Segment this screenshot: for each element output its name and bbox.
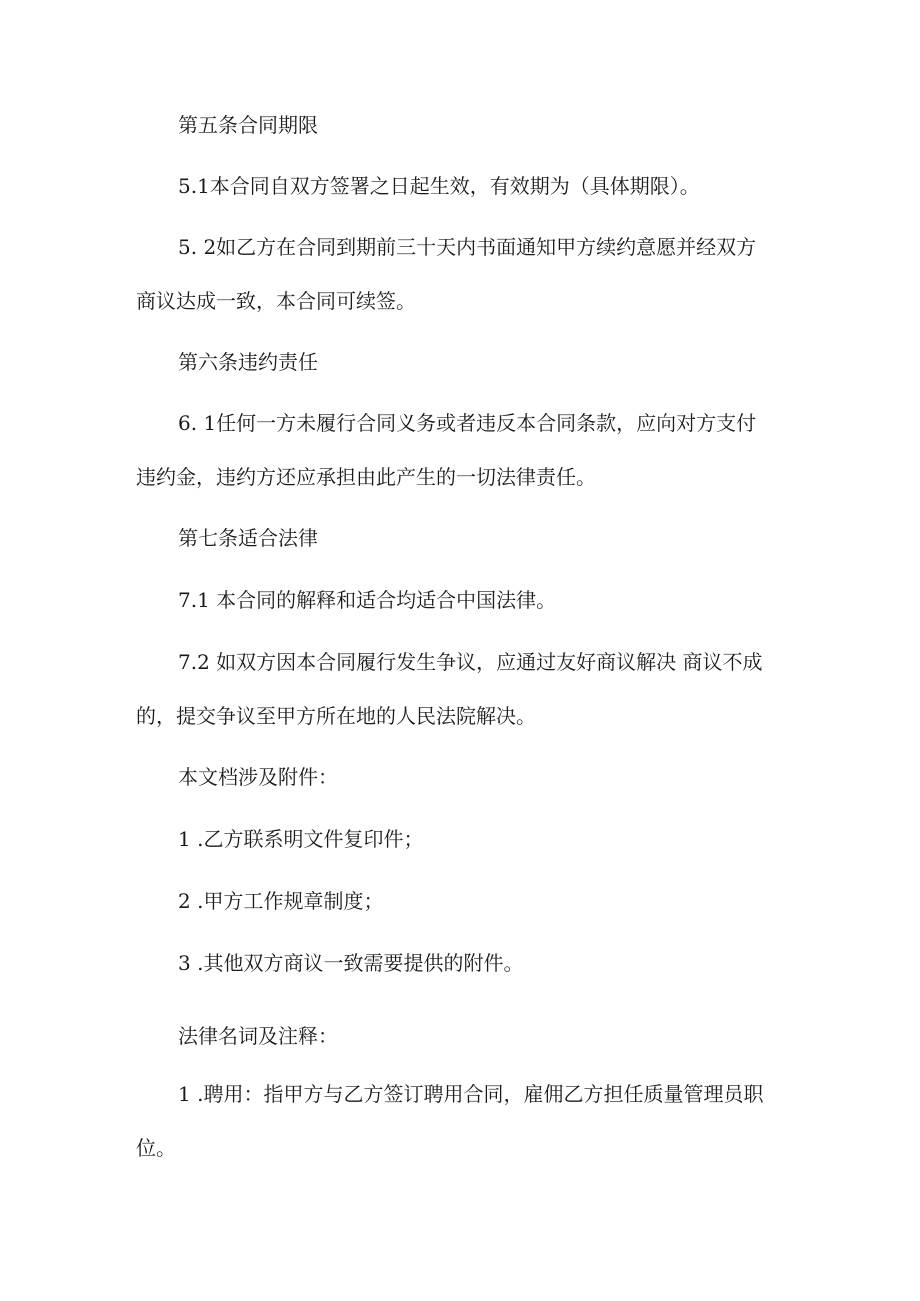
clause-5-2-line-1: 5. 2如乙方在合同到期前三十天内书面通知甲方续约意愿并经双方	[178, 235, 757, 259]
attachment-item-2: 2 .甲方工作规章制度；	[178, 889, 384, 913]
clause-5-1: 5.1本合同自双方签署之日起生效，有效期为（具体期限）。	[178, 174, 700, 198]
attachment-item-3: 3 .其他双方商议一致需要提供的附件。	[178, 951, 524, 975]
clause-7-2-line-1: 7.2 如双方因本合同履行发生争议，应通过友好商议解决 商议不成	[178, 650, 763, 674]
article-5-heading: 第五条合同期限	[178, 113, 318, 137]
clause-6-1-line-1: 6. 1任何一方未履行合同义务或者违反本合同条款，应向对方支付	[178, 411, 757, 435]
clause-7-1: 7.1 本合同的解释和适合均适合中国法律。	[178, 588, 557, 612]
article-6-heading: 第六条违约责任	[178, 350, 318, 374]
terms-heading: 法律名词及注释：	[178, 1024, 338, 1048]
article-7-heading: 第七条适合法律	[178, 526, 318, 550]
term-1-line-1: 1 .聘用：指甲方与乙方签订聘用合同，雇佣乙方担任质量管理员职	[178, 1082, 764, 1106]
attachments-heading: 本文档涉及附件：	[178, 765, 338, 789]
clause-7-2-line-2: 的，提交争议至甲方所在地的人民法院解决。	[136, 704, 536, 728]
attachment-item-1: 1 .乙方联系明文件复印件；	[178, 827, 424, 851]
clause-5-2-line-2: 商议达成一致，本合同可续签。	[136, 289, 416, 313]
term-1-line-2: 位。	[136, 1136, 176, 1160]
clause-6-1-line-2: 违约金，违约方还应承担由此产生的一切法律责任。	[136, 465, 596, 489]
